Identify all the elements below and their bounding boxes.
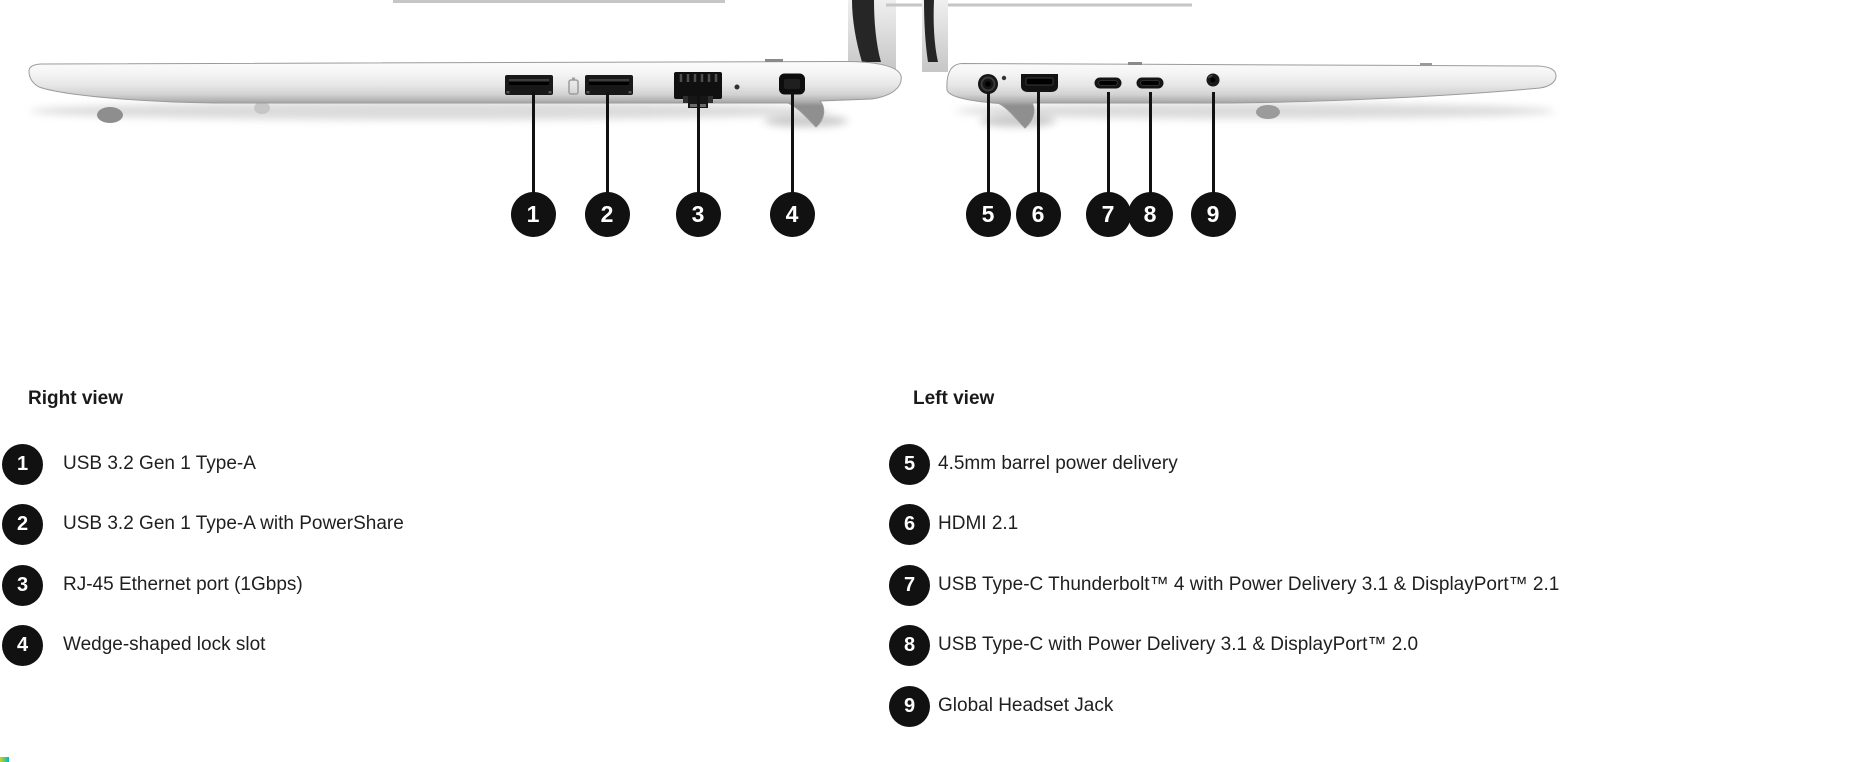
legend-number: 3	[2, 565, 43, 606]
legend-label: USB Type-C with Power Delivery 3.1 & DisplayPort™ 2.0	[938, 634, 1419, 655]
legend-number: 5	[889, 444, 930, 485]
callout-line	[697, 92, 700, 194]
callout-number-text: 5	[981, 201, 995, 227]
usb-c-port-icon	[1137, 78, 1164, 89]
usb-a-port-icon	[585, 75, 633, 95]
callout-line	[606, 92, 609, 194]
callout-number-text: 7	[1101, 201, 1115, 227]
legend-item-7	[889, 564, 1559, 606]
rubber-foot	[97, 107, 123, 123]
callout-line	[532, 92, 535, 194]
legend-label: 4.5mm barrel power delivery	[938, 453, 1178, 474]
callout-line	[791, 92, 794, 194]
callout-line	[1149, 92, 1152, 194]
laptop-illustrations	[0, 0, 1863, 250]
usb-c-port-icon	[1095, 78, 1122, 89]
callout-line	[1212, 92, 1215, 194]
hinge-notch	[765, 59, 783, 62]
legend-item-4	[2, 624, 265, 666]
callout-number-text: 1	[526, 201, 540, 227]
callout-number-text: 8	[1143, 201, 1157, 227]
callout-number-text: 2	[600, 201, 614, 227]
rubber-foot	[1256, 105, 1280, 119]
legend-number: 2	[2, 504, 43, 545]
status-led-icon	[735, 85, 740, 90]
callout-number-text: 6	[1031, 201, 1045, 227]
left-view-heading: Left view	[913, 388, 995, 409]
right-view-heading: Right view	[28, 388, 124, 409]
callout-number	[770, 192, 815, 237]
legend-label: USB 3.2 Gen 1 Type-A	[63, 453, 256, 474]
legend-number: 1	[2, 444, 43, 485]
barrel-power-port-icon	[978, 74, 998, 94]
callout-number	[1128, 192, 1173, 237]
callout-number	[1016, 192, 1061, 237]
legend-item-5	[889, 443, 1178, 485]
legend-item-1	[2, 443, 256, 485]
callout-number	[676, 192, 721, 237]
usb-a-port-icon	[505, 75, 553, 95]
callout-line	[987, 92, 990, 194]
hdmi-port-icon	[1021, 74, 1058, 92]
legend-item-9	[889, 685, 1113, 727]
display-edge-line	[393, 0, 725, 3]
legend-label: Global Headset Jack	[938, 695, 1114, 716]
callout-line	[1107, 92, 1110, 194]
legend-number: 8	[889, 625, 930, 666]
legend-label: USB Type-C Thunderbolt™ 4 with Power Delivery 3.1 & DisplayPort™ 2.1	[938, 574, 1560, 595]
legend-number: 9	[889, 686, 930, 727]
callout-number	[1086, 192, 1131, 237]
hinge-notch	[1128, 62, 1142, 65]
legend-number: 7	[889, 565, 930, 606]
legend-label: USB 3.2 Gen 1 Type-A with PowerShare	[63, 513, 404, 534]
callout-number	[585, 192, 630, 237]
callout-number	[511, 192, 556, 237]
legend-number: 6	[889, 504, 930, 545]
hinge-notch	[1420, 63, 1432, 66]
legend-item-3	[2, 564, 303, 606]
callout-line	[1037, 92, 1040, 194]
power-led-icon	[1002, 76, 1006, 80]
clipped-corner-graphic	[0, 757, 9, 762]
rubber-foot	[254, 102, 270, 114]
callout-number	[1191, 192, 1236, 237]
legend-label: HDMI 2.1	[938, 513, 1019, 534]
legend-number: 4	[2, 625, 43, 666]
headset-jack-icon	[1207, 74, 1220, 87]
callout-number	[966, 192, 1011, 237]
legend-label: RJ-45 Ethernet port (1Gbps)	[63, 574, 303, 595]
callout-number-text: 3	[691, 201, 705, 227]
callout-number-text: 4	[785, 201, 799, 227]
legend-label: Wedge-shaped lock slot	[63, 634, 266, 655]
callout-number-text: 9	[1206, 201, 1220, 227]
legend-item-2	[2, 503, 404, 545]
legend-item-6	[889, 503, 1018, 545]
legend-item-8	[889, 624, 1418, 666]
